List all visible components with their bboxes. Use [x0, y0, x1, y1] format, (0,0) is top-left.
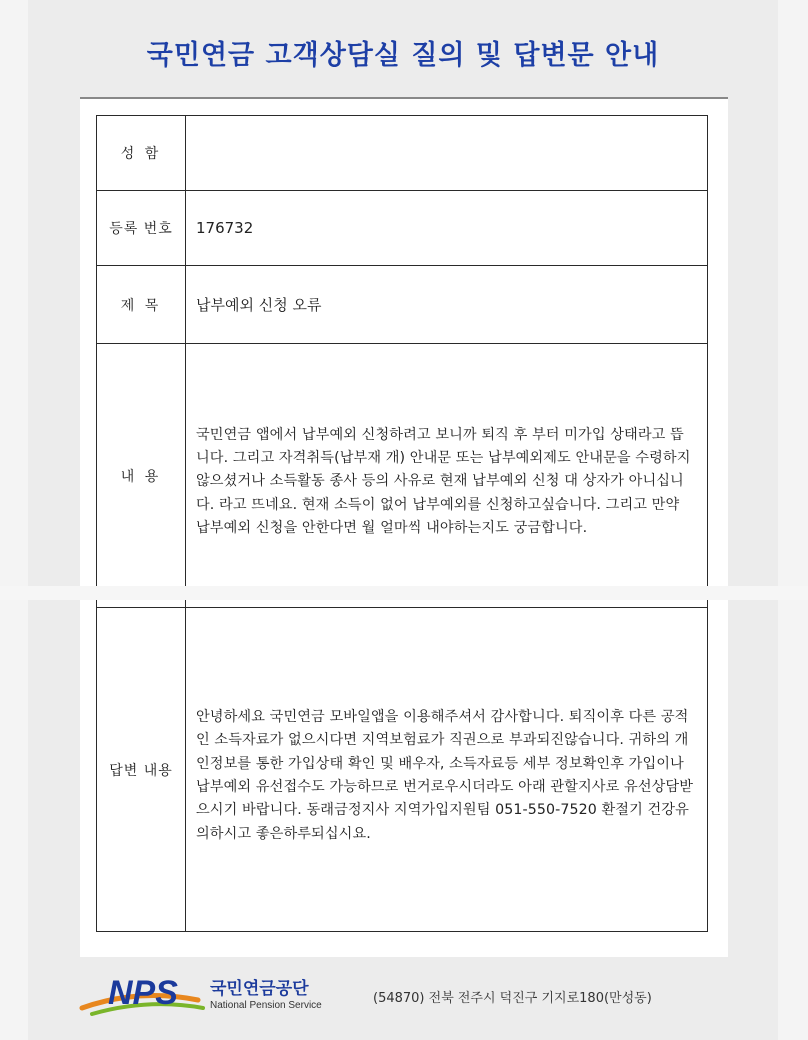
document-title: 국민연금 고객상담실 질의 및 답변문 안내	[146, 40, 660, 71]
logo-text: NPS	[108, 974, 178, 1012]
reg-row	[97, 191, 708, 266]
document-page	[28, 0, 778, 1040]
nps-logo	[78, 970, 368, 1024]
name-row	[97, 116, 708, 191]
inquiry-sheet	[80, 97, 728, 957]
address: (54870) 전북 전주시 덕진구 기지로180(만성동)	[373, 991, 652, 1006]
reg-value: 176732	[186, 191, 708, 266]
subject-value: 납부예외 신청 오류	[186, 266, 708, 344]
answer-row	[97, 608, 708, 932]
content-row	[97, 344, 708, 608]
answer-text: 안녕하세요 국민연금 모바일앱을 이용해주셔서 감사합니다. 퇴직이후 다른 공적인 소득자료가 없으시다면 지역보험료가 직권으로 부과되진않습니다. 귀하의 개인정보를 통한 가입상태 확인 및 배우자, 소득자료등 세부 정보확인후 가입이나 납부예외 유선접수도 가능하므로 번거로우시더라도 아래 관할지사로 유선상담받으시기 바랍니다. 동래금정지사 지역가입지원팀 051-550-7520 환절기 건강유의하시고 좋은하루되십시요.	[186, 608, 708, 932]
subject-row	[97, 266, 708, 344]
content-label: 내 용	[97, 344, 186, 608]
inquiry-table	[96, 115, 708, 932]
footer	[28, 965, 778, 1025]
answer-label: 답변 내용	[97, 608, 186, 932]
scan-gap	[0, 586, 808, 600]
name-label: 성 함	[97, 116, 186, 191]
org-name-ko: 국민연금공단	[210, 979, 309, 999]
content-text: 국민연금 앱에서 납부예외 신청하려고 보니까 퇴직 후 부터 미가입 상태라고 뜹니다. 그리고 자격취득(납부재 개) 안내문 또는 납부예외제도 안내문을 수령하지 않으셨거나 소득활동 종사 등의 사유로 현재 납부예외 신청 대 상자가 아니십니다. 라고 뜨네요. 현재 소득이 없어 납부예외를 신청하고싶습니다. 그리고 만약 납부예외 신청을 안한다면 월 얼마씩 내야하는지도 궁금합니다.	[186, 344, 708, 608]
name-value	[186, 116, 708, 191]
org-name-en: National Pension Service	[210, 1000, 322, 1011]
reg-label: 등록 번호	[97, 191, 186, 266]
subject-label: 제 목	[97, 266, 186, 344]
